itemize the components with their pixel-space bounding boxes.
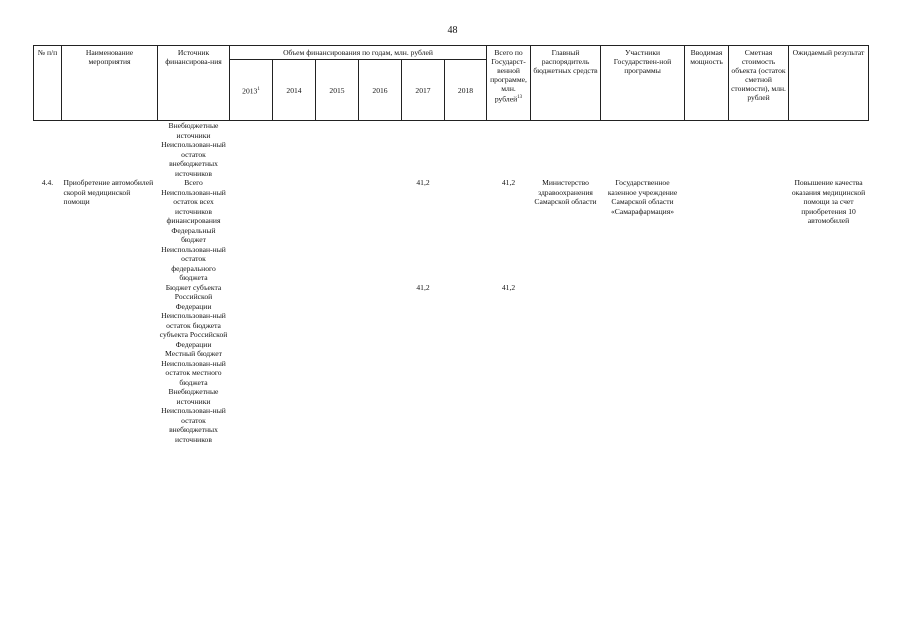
table-row xyxy=(34,283,869,445)
value-2017: 41,2 xyxy=(416,178,430,187)
source-item: Всего xyxy=(184,178,203,187)
header-result: Ожидаемый результат xyxy=(789,46,869,121)
header-year-2013: 2013$^1$ xyxy=(230,60,273,121)
value-total: 41,2 xyxy=(501,282,516,292)
header-year-2016: 2016 xyxy=(359,60,402,121)
source-item: Местный бюджет xyxy=(165,349,222,358)
carryover-sources xyxy=(158,121,230,179)
source-item: Неиспользован-ный остаток бюджета субъекта Российской Федерации xyxy=(159,311,228,349)
row-name: Приобретение автомобилей скорой медицинской помощи xyxy=(63,178,154,206)
source-item: Неиспользован-ный остаток всех источников финансирования xyxy=(161,187,226,225)
source-item: Неиспользован-ный остаток местного бюджета xyxy=(161,358,226,387)
header-source: Источник финансирова-ния xyxy=(158,46,230,121)
header-num: № п/п xyxy=(34,46,62,121)
source-item: Внебюджетные источники xyxy=(168,121,219,140)
table-row xyxy=(34,178,869,283)
header-funding-by-year: Объем финансирования по годам, млн. рублей xyxy=(230,46,487,60)
funding-table xyxy=(33,45,869,444)
source-item: Неиспользован-ный остаток внебюджетных источников xyxy=(161,406,226,444)
header-name: Наименование мероприятия xyxy=(62,46,158,121)
header-year-2017: 2017 xyxy=(402,60,445,121)
source-item: Внебюджетные источники xyxy=(168,387,219,406)
source-item: Неиспользован-ный остаток федерального бюджета xyxy=(161,244,226,282)
source-item: Неиспользован-ный остаток внебюджетных источников xyxy=(161,140,226,178)
page-number: 48 xyxy=(447,25,458,36)
header-year-footnote: 1 xyxy=(257,86,260,92)
header-estimated-cost: Сметная стоимость объекта (остаток сметной стоимости), млн. рублей xyxy=(729,46,789,121)
header-year-2018: 2018 xyxy=(445,60,487,121)
row-result: Повышение качества оказания медицинской помощи за счет приобретения 10 автомобилей xyxy=(791,178,866,225)
value-2017: 41,2 xyxy=(416,282,430,292)
header-year-2014: 2014 xyxy=(273,60,316,121)
row-sources-group-2 xyxy=(158,283,230,445)
row-participants: Государственное казенное учреждение Самарской области «Самарафармация» xyxy=(607,178,678,216)
carryover-row xyxy=(34,121,869,179)
header-admin: Главный распорядитель бюджетных средств xyxy=(531,46,601,121)
source-item: Федеральный бюджет xyxy=(171,225,216,244)
header-total-footnote: 13 xyxy=(517,95,523,100)
row-admin: Министерство здравоохранения Самарской области xyxy=(534,178,597,206)
value-total: 41,2 xyxy=(501,178,516,187)
row-num: 4.4. xyxy=(41,178,54,187)
row-sources-group-1 xyxy=(158,178,230,283)
source-item: Бюджет субъекта Российской Федерации xyxy=(165,282,222,311)
header-capacity: Вводимая мощность xyxy=(685,46,729,121)
header-participants: Участники Государствен-ной программы xyxy=(601,46,685,121)
header-total: Всего по Государст-венной программе, млн. рублей$^{13}$ xyxy=(487,46,531,121)
header-year-2015: 2015 xyxy=(316,60,359,121)
